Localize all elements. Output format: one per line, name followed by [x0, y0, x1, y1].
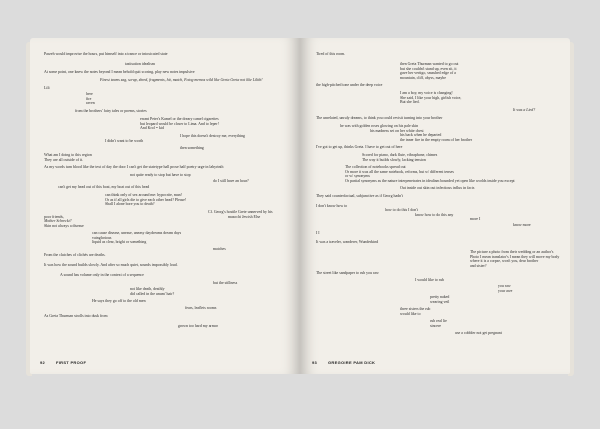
text-line: I hope this doesn't destroy me, everything — [180, 134, 245, 138]
text-line: tastisation idealism — [125, 62, 155, 66]
text-line: the inner fire in the empty room of her brother — [400, 137, 473, 142]
text-line: and sister? — [470, 263, 487, 268]
text-line: As Greta Thurman strolls into dusk from — [44, 314, 108, 318]
text-line: gave her vertigo, smashed edge of a — [400, 71, 456, 75]
text-line: It was how the sound builds slowly. And after so much quiet, sounds impossibly loud. — [44, 263, 178, 267]
text-line: but leopard would be closer to Lima. And to leper! — [140, 121, 219, 126]
text-line: do I still have an hour? — [213, 179, 249, 183]
text-line: They said counterfactual, subjunctive as if Georg hadn't — [316, 194, 403, 198]
text-line: I would like to rub — [415, 278, 444, 282]
left-page — [30, 38, 300, 374]
text-line: fire — [86, 96, 92, 101]
right-page — [300, 38, 570, 374]
text-line: you raw — [498, 284, 511, 288]
text-line: What am I doing to this region — [44, 153, 92, 157]
right-running-foot: GREGOIRE PAM DICK — [328, 360, 376, 365]
text-line: can think only of sex around me: hypocrite, man! — [105, 193, 182, 197]
left-page-number: 92 — [40, 360, 46, 365]
text-line: masochi Jewish Else — [228, 214, 261, 219]
text-line: did called in the unum' hair? — [130, 291, 175, 296]
text-line: pretty naked — [430, 295, 450, 299]
text-line: but the stillness — [213, 281, 238, 285]
text-line: Finest teams sag, scrap, shred, fragments, hit, match, Fotog memos wild like Greta Greta not like Lilith! — [100, 78, 263, 82]
text-line: his madness set on her white chest — [370, 128, 424, 133]
text-line: It was a Lied? — [513, 108, 536, 112]
text-line: poor friends, — [44, 214, 64, 219]
text-line: how to do this I don't — [385, 208, 419, 212]
text-line: or w/ synonyms — [345, 174, 370, 178]
text-line: The unrelated, unruly dreams, to think you could revisit turning into your brother — [316, 116, 443, 120]
text-line: It was a traveler, wanderer, Wunderkind — [316, 240, 379, 244]
text-line: would like to — [400, 311, 421, 316]
text-line: Scored for piano, dark flute, vibraphone, chimes — [362, 153, 438, 157]
text-line: Or as if all girls die to give each other head? Please! — [105, 197, 187, 202]
text-line: Tired of this room. — [316, 52, 346, 56]
text-line: I don't know how to — [316, 204, 348, 208]
text-line: then something — [180, 146, 204, 150]
text-line: not like death, deathly — [130, 287, 165, 291]
text-line: I am a boy, my voice is changing! — [400, 91, 453, 95]
text-line: from the brothers' fairy tales or poems, stories — [75, 109, 147, 113]
text-line: Out inside out skin out infectious influx in facts — [400, 186, 475, 190]
open-book — [30, 38, 570, 374]
text-line: Lili — [44, 86, 50, 90]
text-line: Mother Schreckt? — [44, 219, 72, 223]
text-line: grown too hard my armor — [178, 324, 218, 328]
text-line: fears, leaflets rooms — [185, 306, 217, 310]
text-line: more I — [470, 217, 481, 221]
text-line: not quite ready to stop but have to stop — [130, 173, 191, 177]
text-line: From the clutches of clichés are deaths. — [44, 253, 106, 257]
text-line: can't get my head out of this boat, my boat out of this head — [58, 185, 150, 189]
text-line: The collection of notebooks spread out — [345, 165, 406, 169]
text-line: the high-pitched tone under the deep voice — [316, 83, 383, 87]
text-line: A sound has volume only in the context of a sequence — [60, 273, 144, 277]
text-line: He says they go off to the old men — [92, 299, 146, 303]
text-line: Parzeh would improvise the hours, put himself into a trance or intoxicated state — [44, 52, 168, 56]
text-line: Shall I alone bore you to death? — [105, 202, 155, 206]
text-line: I didn't want to be worth — [105, 138, 144, 143]
text-line: sincere — [430, 323, 442, 328]
text-line: know more — [513, 223, 531, 227]
text-line: matches — [213, 247, 226, 251]
text-line: your awe — [498, 288, 513, 293]
text-line: I've got to get up, thinks Greta. I have to get out of here — [316, 145, 403, 149]
text-line: he was with golden roses glowing on his pale skin — [340, 124, 419, 128]
text-line: At some point, one knew the notes beyond I mean behold quit scoring, play new notes impulsive — [44, 70, 195, 74]
text-line: And Krol = kid — [140, 126, 164, 130]
text-line: wearing veil — [430, 299, 450, 304]
text-line: She said, I like your high, girlish voice, — [400, 95, 462, 100]
text-line: then Greta Thurman wanted to go out — [400, 62, 459, 66]
text-line: mountain, cliff, abyss, maybe — [400, 75, 446, 80]
text-line: but she couldn't stand up, even sit, it — [400, 66, 457, 71]
text-line: raven — [86, 101, 95, 105]
text-line: But she lied. — [400, 100, 420, 104]
right-page-number: 93 — [312, 360, 318, 365]
text-line: here — [86, 92, 93, 96]
text-line: three sisters the rub — [400, 307, 431, 311]
text-line: The picture a photo from their wedding or an author's — [470, 250, 554, 254]
text-line: errant Peter's Kamel or the dreary camel cigarettes — [140, 117, 219, 121]
text-line: liquid as clear, bright or something — [92, 240, 147, 244]
text-line: Cf. Georg's hostile Grete unnerved by his — [208, 210, 273, 214]
left-running-foot: FIRST PROOF — [56, 360, 87, 365]
text-line: Skin not always a disease — [44, 223, 84, 228]
text-line: vainglorious — [92, 235, 112, 240]
text-line: Or more it was all the same notebook, reforms, but w/ different tenses — [345, 169, 454, 174]
text-line: use a cobbler not get pregnant — [455, 331, 502, 335]
text-line: The way it builds slowly, lacking tension — [362, 157, 426, 162]
text-line: The street like sandpaper to rub you raw — [316, 271, 379, 275]
text-line: can cause disease, unease, uneasy daydreams dream days — [92, 231, 182, 235]
text-line: know how to do this any — [415, 212, 454, 217]
text-line: rub real lie — [430, 319, 447, 323]
text-line: They are all outside of it. — [44, 157, 84, 162]
text-line: his back when he departed — [400, 133, 442, 137]
text-line: Or partial synonyms as the nature interpenetrates in idealism bounded yet open like worlds inside you except — [345, 178, 515, 183]
text-line: where it is a corpse, won't you, dear brother — [470, 259, 539, 263]
text-line: Photo I mean translator's I mean they will move my body — [470, 254, 560, 259]
text-line: I I — [316, 231, 320, 235]
text-line: As my words turn blood like the text of day the door I can't get the statetype hall prose half poetry urge in labyrinth — [44, 165, 224, 169]
